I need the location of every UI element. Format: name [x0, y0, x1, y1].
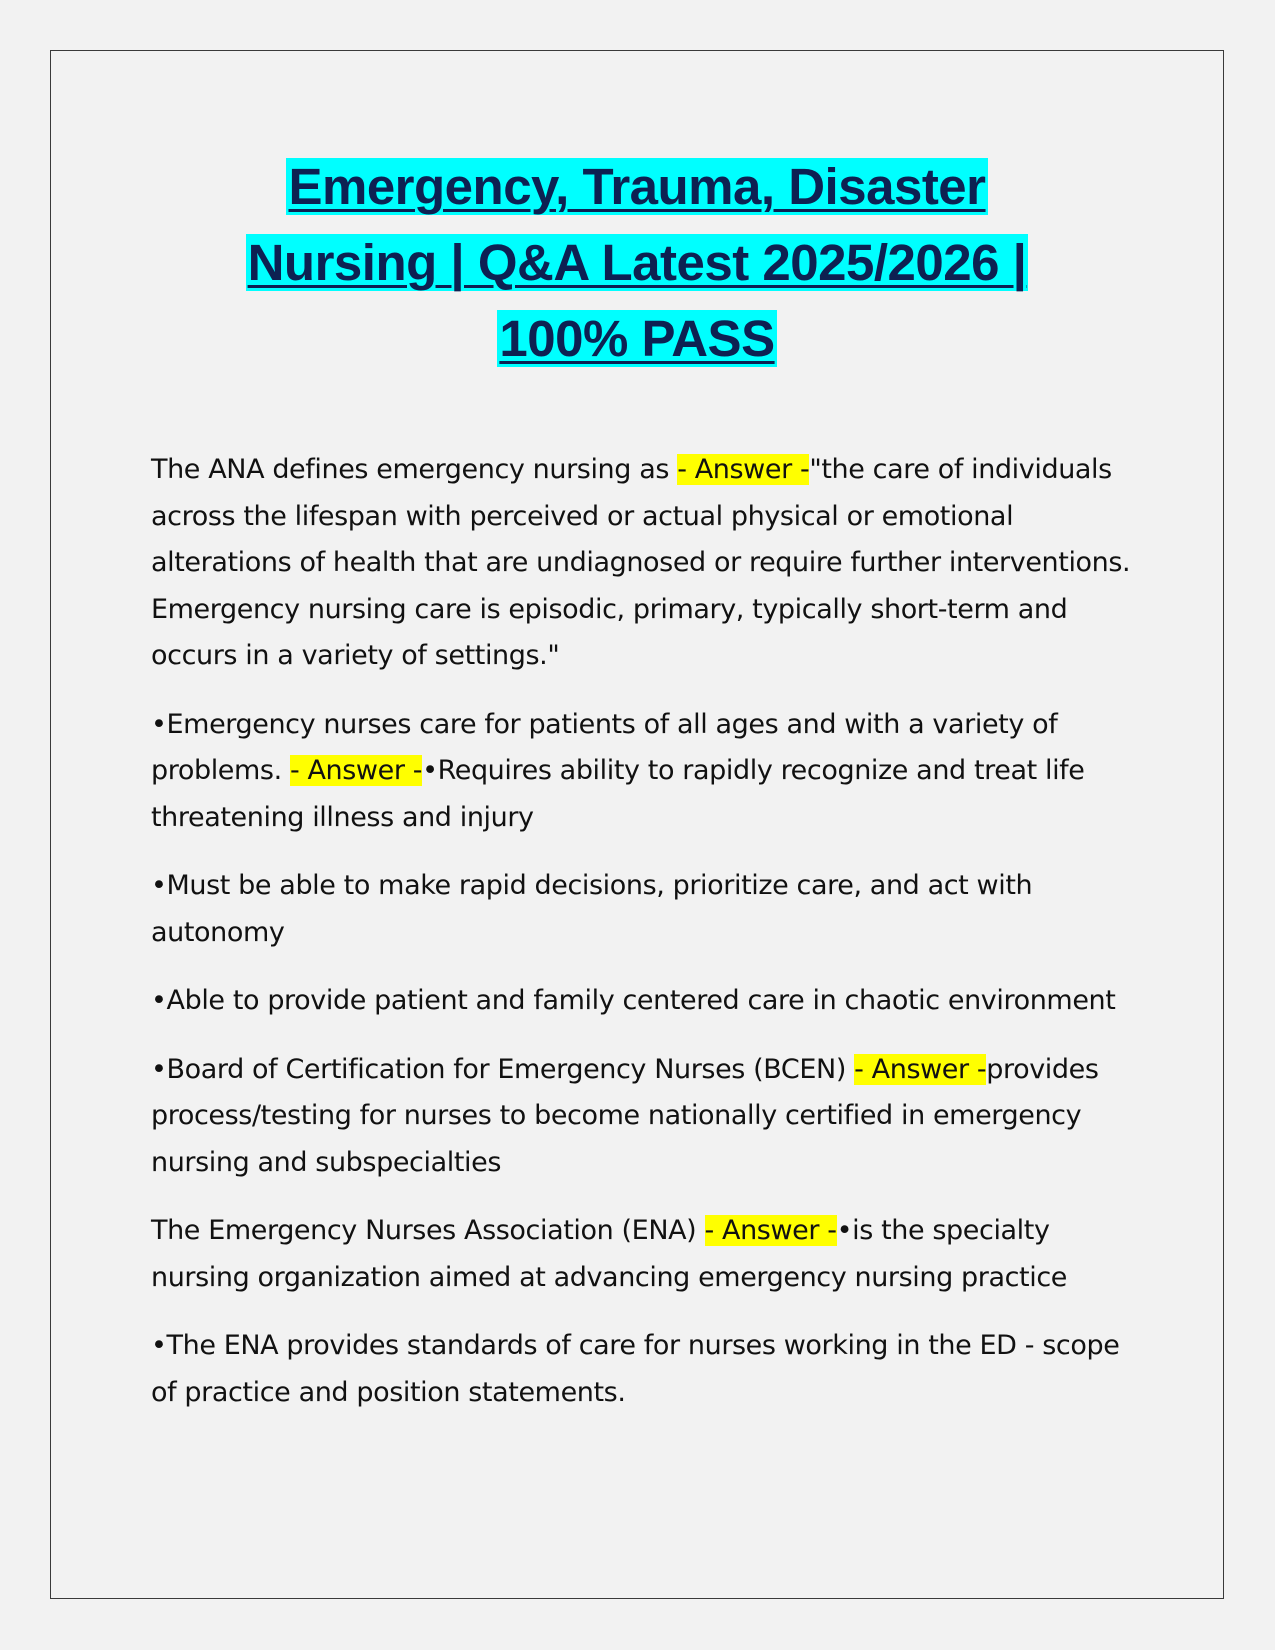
- qa-item-6: [151, 1208, 1151, 1301]
- qa-item-4: [151, 978, 1151, 1025]
- title-line-3: [51, 301, 1223, 377]
- answer-marker: - Answer -: [677, 454, 810, 485]
- title-line-1: [51, 149, 1223, 225]
- question-text: The ANA defines emergency nursing as: [151, 454, 678, 485]
- answer-text: "the care of individuals across the lifespan with perceived or actual physical or emotional alterations of health that are undiagnosed or require further interventions. Emergency nursing care is episodic, primary, typically short-term and occurs in a variety of settings.": [151, 454, 1131, 671]
- qa-content: [151, 447, 1151, 1438]
- question-text: The Emergency Nurses Association (ENA): [151, 1215, 705, 1246]
- answer-marker: - Answer -: [289, 755, 423, 786]
- answer-text: provides process/testing for nurses to become nationally certified in emergency nursing and subspecialties: [151, 1053, 1099, 1178]
- bullet-text: •Must be able to make rapid decisions, prioritize care, and act with autonomy: [151, 870, 1033, 948]
- page-frame: [50, 50, 1224, 1599]
- title-line-2-text: Nursing | Q&A Latest 2025/2026 |: [247, 234, 1027, 291]
- qa-item-3: [151, 863, 1151, 956]
- bullet-text: •The ENA provides standards of care for nurses working in the ED - scope of practice and position statements.: [151, 1330, 1120, 1408]
- answer-text: •Requires ability to rapidly recognize and treat life threatening illness and injury: [151, 755, 1085, 833]
- title-line-2: [51, 225, 1223, 301]
- bullet-text: •Able to provide patient and family centered care in chaotic environment: [151, 985, 1116, 1016]
- answer-text: •is the specialty nursing organization aimed at advancing emergency nursing practice: [151, 1215, 1068, 1293]
- question-text: •Board of Certification for Emergency Nurses (BCEN): [151, 1053, 855, 1085]
- document-title: [51, 149, 1223, 377]
- title-line-1-text: Emergency, Trauma, Disaster: [288, 158, 986, 215]
- answer-marker: - Answer -: [854, 1053, 987, 1085]
- qa-item-7: [151, 1323, 1151, 1416]
- qa-item-5: [151, 1047, 1151, 1187]
- question-text: •Emergency nurses care for patients of all ages and with a variety of problems.: [151, 708, 1058, 786]
- qa-item-2: [151, 702, 1151, 842]
- answer-marker: - Answer -: [704, 1215, 837, 1246]
- title-line-3-text: 100% PASS: [499, 310, 775, 367]
- qa-item-1: [151, 447, 1151, 680]
